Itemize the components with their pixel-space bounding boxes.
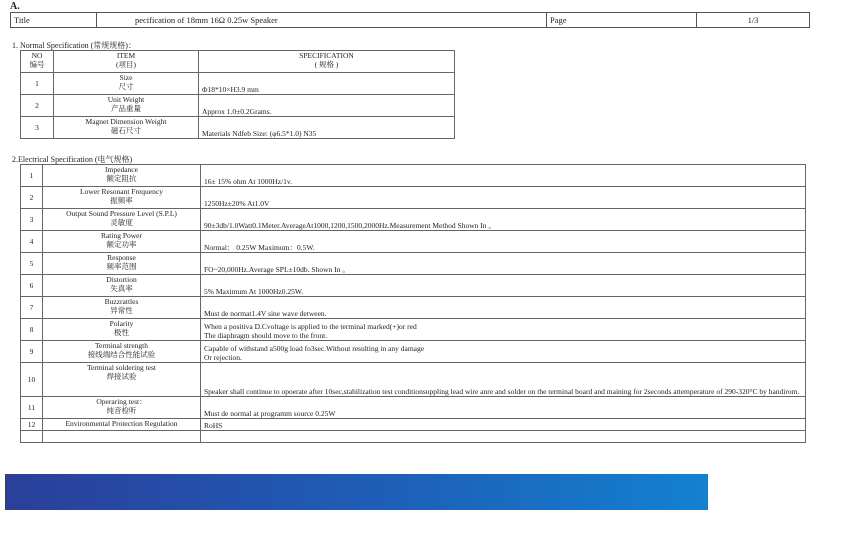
row-spec: Must de normal at programm source 0.25W [201, 397, 806, 419]
item-chinese: 接线端结合性能试验 [87, 350, 156, 359]
row-item [43, 253, 201, 275]
row-number: 2 [21, 187, 43, 209]
table-row [21, 117, 455, 139]
row-item [43, 363, 201, 397]
table-row [21, 363, 806, 397]
table-row [21, 187, 806, 209]
row-spec: RoHS [201, 419, 806, 431]
row-item [54, 117, 199, 139]
item-english: Operaring test： [96, 397, 147, 406]
item-english: Impedance [105, 165, 138, 174]
item-chinese: 额定功率 [106, 240, 137, 249]
item-chinese: 灵敏度 [110, 218, 133, 227]
row-number: 4 [21, 231, 43, 253]
section-mark: A. [10, 1, 20, 12]
item-chinese: 磁石尺寸 [111, 126, 141, 135]
row-spec: Φ18*10×H3.9 mm [199, 73, 455, 95]
row-spec: Speaker shall continue to opoerate after 10sec,stabilization test conditionsuppling lead wire anre and solder on the terminal board and maining for 2seconds attemperature of 290-320°C by handirom. [201, 363, 806, 397]
row-number: 11 [21, 397, 43, 419]
item-chinese: 纯音检听 [106, 406, 137, 415]
table-row [21, 165, 806, 187]
item-chinese: 频率范围 [106, 262, 137, 271]
item-header: ITEM (项目) [54, 51, 199, 73]
item-english: Terminal strength [94, 341, 148, 350]
row-item [43, 419, 201, 431]
row-spec: 1250Hz±20% At1.0V [201, 187, 806, 209]
table-row [21, 73, 455, 95]
row-item [54, 73, 199, 95]
row-item [43, 209, 201, 231]
item-english: Response [107, 253, 136, 262]
row-number: 3 [21, 209, 43, 231]
item-english: Magnet Dimension Weight [85, 117, 167, 126]
table-row [21, 319, 806, 341]
table-row [21, 253, 806, 275]
row-number: 1 [21, 73, 54, 95]
row-item [43, 165, 201, 187]
item-english: Distortion [106, 275, 137, 284]
row-spec: Capable of withstand a500g load fo3sec.Without resulting in any damage Or rejection. [201, 341, 806, 363]
electrical-spec-heading: 2.Electrical Specification (电气规格) [12, 155, 133, 164]
row-spec: FO~20,000Hz.Average SPL±10db. Shown In 。 [201, 253, 806, 275]
row-item [43, 297, 201, 319]
table-row [21, 397, 806, 419]
row-number: 6 [21, 275, 43, 297]
item-chinese: 焊接试验 [106, 372, 137, 381]
row-item [43, 275, 201, 297]
normal-spec-heading: 1. Normal Specification (常规规格)： [12, 41, 136, 50]
title-bar [10, 12, 810, 28]
row-item [43, 231, 201, 253]
row-spec: Approx 1.0±0.2Grams. [199, 95, 455, 117]
row-spec: 5% Maximum At 1000Hz0.25W. [201, 275, 806, 297]
table-row [21, 275, 806, 297]
item-english: Size [119, 73, 133, 82]
item-english: Polarity [109, 319, 134, 328]
electrical-spec-table [20, 164, 806, 443]
row-number: 1 [21, 165, 43, 187]
row-number: 2 [21, 95, 54, 117]
row-spec: When a positiva D.Cvoltage is applied to the terminal marked(+)or red The diaphragm should move to the front. [201, 319, 806, 341]
item-english: Environmental Protection Regulation [65, 419, 178, 428]
table-row-empty [21, 431, 806, 443]
row-number: 3 [21, 117, 54, 139]
item-english: Terminal soldering test [86, 363, 157, 372]
item-english: Output Sound Pressure Level (S.P.L) [66, 209, 177, 218]
item-chinese: 极性 [114, 328, 129, 337]
item-english: Unit Weight [107, 95, 145, 104]
table-row [21, 231, 806, 253]
title-label: Title [11, 13, 97, 27]
row-spec: 16± 15% ohm At 1000Hz/1v. [201, 165, 806, 187]
footer-banner [5, 474, 708, 510]
page-value: 1/3 [747, 15, 759, 25]
row-item [43, 341, 201, 363]
page-label: Page [547, 13, 697, 27]
item-chinese: 额定阻抗 [106, 174, 137, 183]
row-spec: Must de normat1.4V sine wave detween. [201, 297, 806, 319]
row-number: 9 [21, 341, 43, 363]
row-item [43, 397, 201, 419]
item-chinese: 失真率 [110, 284, 133, 293]
no-header: NO 编号 [21, 51, 54, 73]
table-row [21, 419, 806, 431]
table-row [21, 341, 806, 363]
table-row [21, 209, 806, 231]
item-chinese: 异常性 [110, 306, 133, 315]
item-english: Buzzrattles [104, 297, 139, 306]
row-spec: Normal： 0.25W Maximum：0.5W. [201, 231, 806, 253]
spec-header: SPECIFICATION ( 规格 ) [199, 51, 455, 73]
row-number: 12 [21, 419, 43, 431]
row-item [54, 95, 199, 117]
title-value: pecification of 18mm 16Ω 0.25w Speaker [97, 13, 547, 27]
item-chinese: 振频率 [110, 196, 133, 205]
row-number: 10 [21, 363, 43, 397]
item-chinese: 尺寸 [118, 82, 134, 91]
item-english: Lower Resonant Frequency [80, 187, 163, 196]
row-number: 5 [21, 253, 43, 275]
row-number: 8 [21, 319, 43, 341]
table-row [21, 297, 806, 319]
item-chinese: 产品重量 [111, 104, 141, 113]
row-number: 7 [21, 297, 43, 319]
table-row [21, 95, 455, 117]
row-spec: Materials Ndfeb Size: (φ6.5*1.0) N35 [199, 117, 455, 139]
row-item [43, 319, 201, 341]
normal-spec-table [20, 50, 455, 139]
row-spec: 90±3db/1.0Watt0.1Meter.AverageAt1000,1200,1500,2000Hz.Measurement Method Shown In 。 [201, 209, 806, 231]
row-item [43, 187, 201, 209]
item-english: Rating Power [100, 231, 143, 240]
